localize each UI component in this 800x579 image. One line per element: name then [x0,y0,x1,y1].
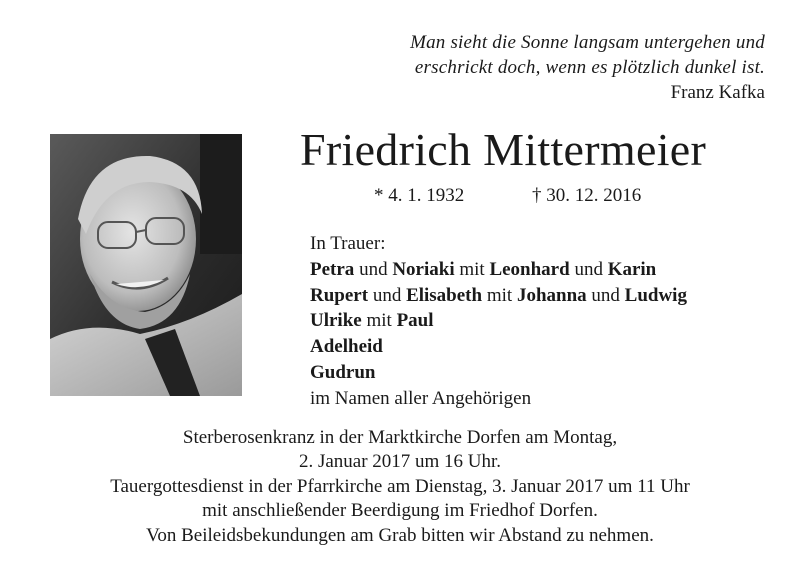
deceased-name: Friedrich Mittermeier [300,124,707,175]
death-date: † 30. 12. 2016 [532,185,642,206]
mourner-name: Gudrun [310,361,376,383]
mourner-connector: und [569,258,608,280]
portrait-photo [50,134,242,396]
mourner-connector: mit [454,258,490,280]
mourners-closing: im Namen aller Angehörigen [310,387,532,409]
portrait-photo-icon [50,134,242,396]
mourners-block [310,231,687,412]
mourner-name: Rupert [310,284,369,306]
mourner-row [310,257,687,283]
mourner-name: Ludwig [624,284,687,306]
mourner-rows [310,257,687,386]
mourner-name: Leonhard [489,258,570,280]
notice-line-4: mit anschließender Beerdigung im Friedhof Dorfen. [202,500,598,522]
mourner-name: Noriaki [392,258,455,280]
mourner-connector: und [368,284,407,306]
mourner-name: Ulrike [310,310,362,332]
notice-line-5: Von Beileidsbekundungen am Grab bitten wir Abstand zu nehmen. [146,524,654,546]
mourner-row [310,360,687,386]
notice-line-3: Tauergottesdienst in der Pfarrkirche am Dienstag, 3. Januar 2017 um 11 Uhr [110,475,690,497]
mourner-connector: mit [482,284,517,306]
mourner-name: Petra [310,258,355,280]
notice-line-1: Sterberosenkranz in der Marktkirche Dorfen am Montag, [182,427,618,448]
mourner-row [310,308,687,334]
mourner-row [310,334,687,360]
mourner-row [310,283,687,309]
quote-author: Franz Kafka [670,82,765,103]
mourner-name: Johanna [516,284,587,306]
service-notice [20,426,780,548]
mourner-name: Elisabeth [406,284,483,306]
mourner-name: Paul [396,310,434,332]
mourner-connector: mit [361,310,397,332]
notice-line-2: 2. Januar 2017 um 16 Uhr. [298,451,502,473]
quote-line-1: Man sieht die Sonne langsam untergehen und [410,32,765,53]
birth-date: * 4. 1. 1932 [374,185,465,206]
mourner-name: Adelheid [310,336,383,358]
quote-line-2: erschrickt doch, wenn es plötzlich dunkel ist. [414,57,765,78]
mourners-intro: In Trauer: [310,233,386,254]
mourner-connector: und [586,284,625,306]
mourner-name: Karin [607,258,657,280]
mourner-connector: und [354,258,393,280]
kafka-quote [285,30,765,105]
